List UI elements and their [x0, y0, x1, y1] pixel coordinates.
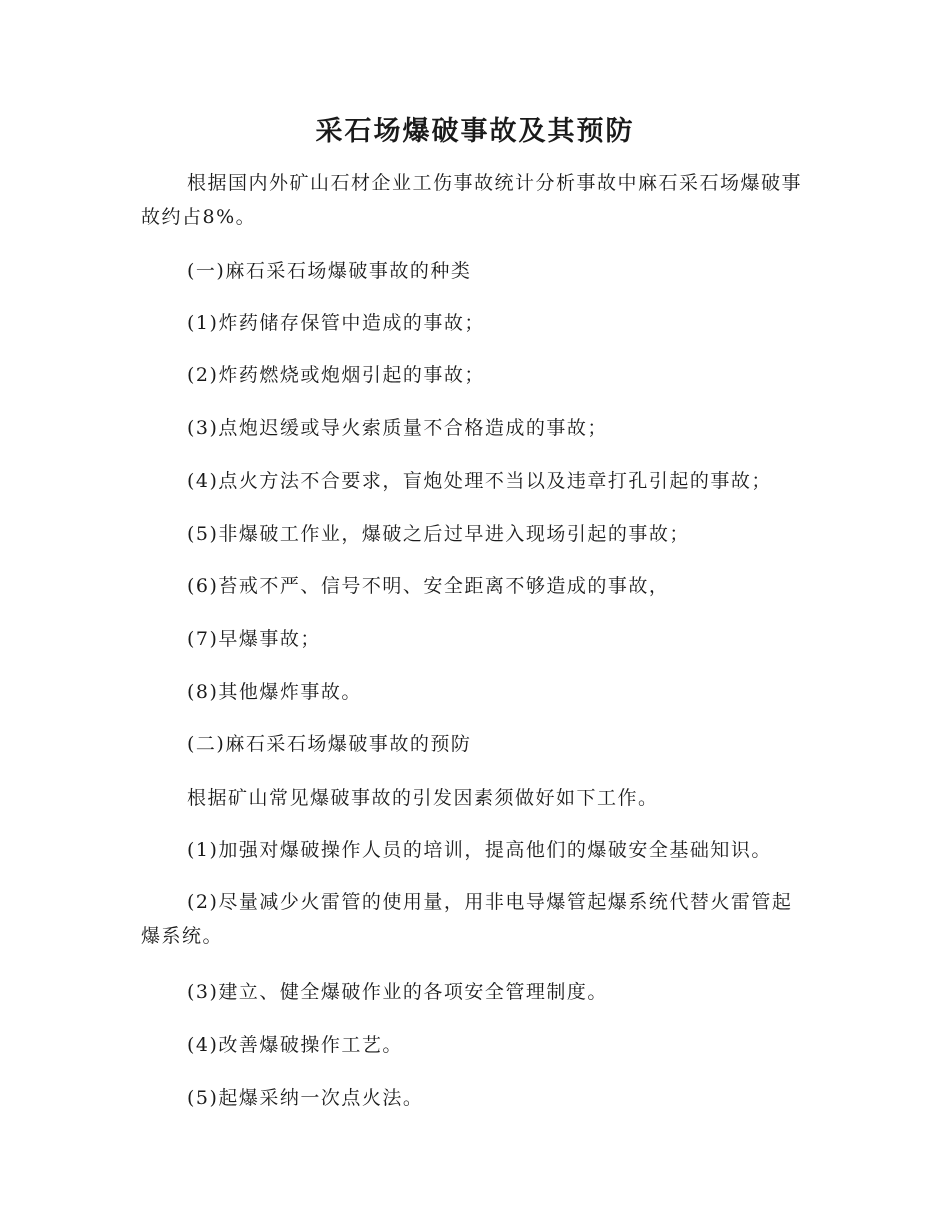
section2-intro: 根据矿山常见爆破事故的引发因素须做好如下工作。 [187, 787, 659, 809]
section1-heading: (一)麻石采石场爆破事故的种类 [187, 260, 472, 282]
cause-item: (3)点炮迟缓或导火索质量不合格造成的事故； [187, 417, 608, 439]
section2-heading: (二)麻石采石场爆破事故的预防 [187, 733, 472, 755]
cause-item: (8)其他爆炸事故。 [187, 681, 362, 703]
cause-item: (1)炸药储存保管中造成的事故； [187, 312, 485, 334]
measure-item: (3)建立、健全爆破作业的各项安全管理制度。 [187, 981, 608, 1003]
document-title: 采石场爆破事故及其预防 [315, 116, 635, 147]
measure-item: (5)起爆采纳一次点火法。 [187, 1087, 424, 1109]
cause-item: (2)炸药燃烧或炮烟引起的事故； [187, 364, 485, 386]
cause-item: (6)苔戒不严、信号不明、安全距离不够造成的事故， [187, 575, 670, 597]
measure-item: (4)改善爆破操作工艺。 [187, 1034, 403, 1056]
cause-item: (7)早爆事故； [187, 628, 321, 650]
measure-item: (2)尽量减少火雷管的使用量，用非电导爆管起爆系统代替火雷管起爆系统。 [141, 891, 793, 947]
measure-item: (1)加强对爆破操作人员的培训，提高他们的爆破安全基础知识。 [187, 839, 772, 861]
cause-item: (4)点火方法不合要求，盲炮处理不当以及违章打孔引起的事故； [187, 470, 772, 492]
cause-item: (5)非爆破工作业，爆破之后过早进入现场引起的事故； [187, 523, 690, 545]
intro-paragraph: 根据国内外矿山石材企业工伤事故统计分析事故中麻石采石场爆破事故约占8%。 [141, 172, 803, 228]
